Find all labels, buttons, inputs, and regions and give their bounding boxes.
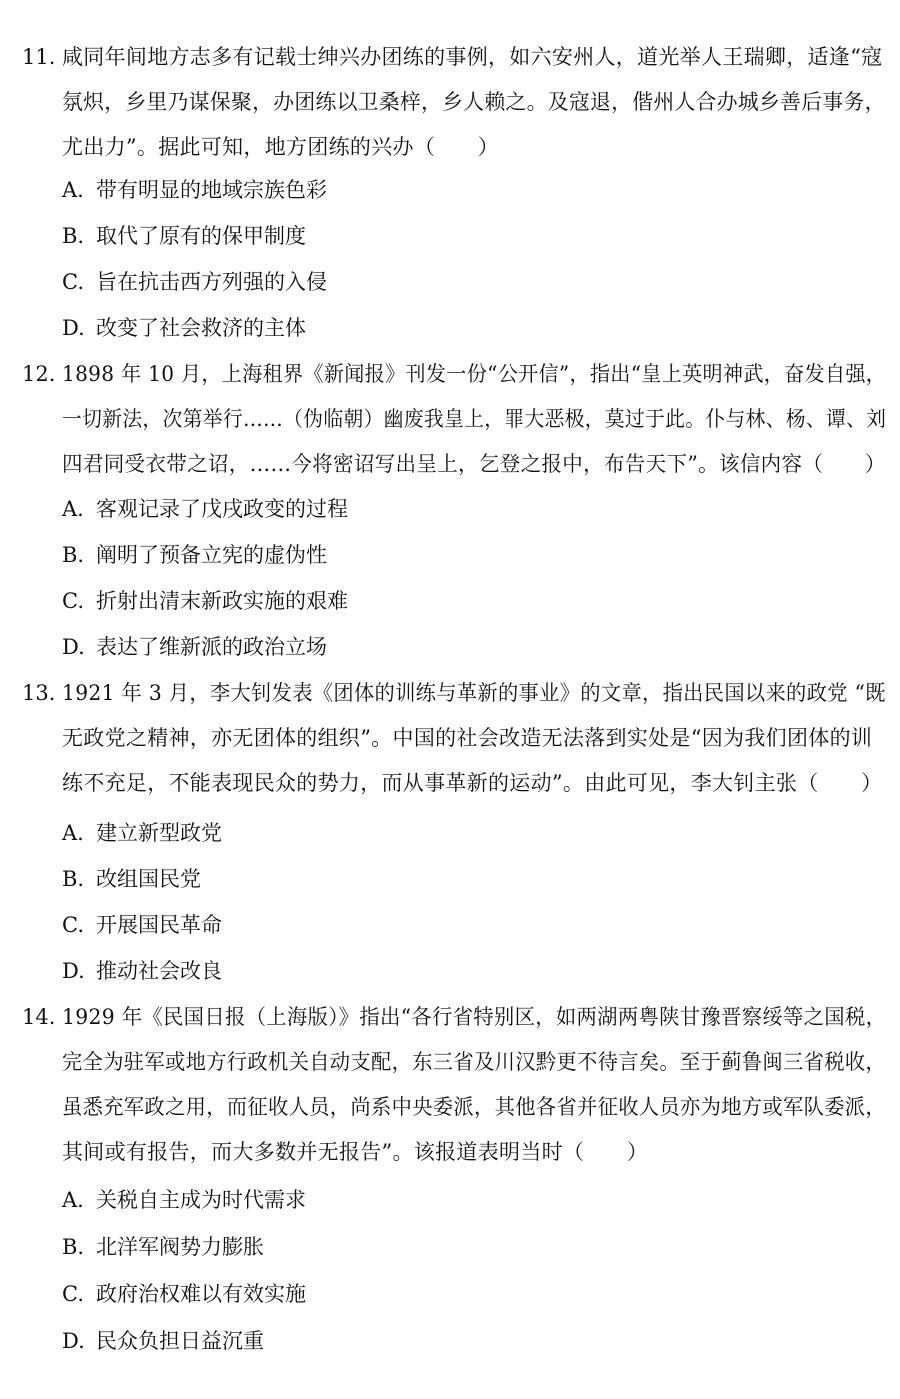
question-stem-line: 练不充足，不能表现民众的势力，而从事革新的运动”。由此可见，李大钊主张（ ） (62, 771, 883, 795)
question-stem-line: 尤出力”。据此可知，地方团练的兴办（ ） (62, 135, 500, 159)
option-letter: B. (62, 1235, 85, 1259)
option-text: 建立新型政党 (96, 821, 222, 845)
option-text: 取代了原有的保甲制度 (96, 224, 306, 248)
question-number: 11. (22, 45, 56, 69)
option-text: 折射出清末新政实施的艰难 (96, 589, 348, 613)
option-letter: C. (62, 1282, 84, 1306)
question-stem-line: 氛炽，乡里乃谋保聚，办团练以卫桑梓，乡人赖之。及寇退，偕州人合办城乡善后事务， (62, 90, 886, 114)
option-text: 改变了社会救济的主体 (96, 316, 306, 340)
option-b[interactable] (62, 540, 327, 570)
option-c[interactable] (62, 267, 327, 297)
option-d[interactable] (62, 1326, 264, 1356)
question-stem-line: 无政党之精神，亦无团体的组织”。中国的社会改造无法落到实处是“因为我们团体的训 (62, 726, 873, 750)
question-stem-line: 四君同受衣带之诏，……今将密诏写出呈上，乞登之报中，布告天下”。该信内容（ ） (62, 452, 886, 476)
option-letter: B. (62, 224, 85, 248)
option-a[interactable] (62, 818, 222, 848)
option-c[interactable] (62, 586, 348, 616)
option-b[interactable] (62, 1232, 264, 1262)
option-letter: A. (62, 178, 84, 202)
option-letter: B. (62, 543, 85, 567)
question-stem-line: 完全为驻军或地方行政机关自动支配，东三省及川汉黔更不待言矣。至于蓟鲁闽三省税收， (62, 1050, 886, 1074)
option-letter: D. (62, 635, 85, 659)
question-number: 14. (22, 1005, 56, 1029)
option-letter: D. (62, 1329, 85, 1353)
option-b[interactable] (62, 864, 201, 894)
option-text: 民众负担日益沉重 (96, 1329, 264, 1353)
option-letter: D. (62, 316, 85, 340)
question-stem-line: 1929 年《民国日报（上海版）》指出“各行省特别区，如两湖两粤陕甘豫晋察绥等之国税， (62, 1005, 887, 1029)
question-number: 13. (22, 681, 56, 705)
option-text: 北洋军阀势力膨胀 (96, 1235, 264, 1259)
option-letter: B. (62, 867, 85, 891)
option-letter: A. (62, 821, 84, 845)
option-letter: C. (62, 589, 84, 613)
option-letter: C. (62, 913, 84, 937)
option-letter: D. (62, 959, 85, 983)
option-d[interactable] (62, 956, 222, 986)
option-text: 推动社会改良 (96, 959, 222, 983)
option-text: 政府治权难以有效实施 (96, 1282, 306, 1306)
option-letter: C. (62, 270, 84, 294)
option-letter: A. (62, 1188, 84, 1212)
option-text: 阐明了预备立宪的虚伪性 (96, 543, 327, 567)
option-a[interactable] (62, 494, 348, 524)
option-d[interactable] (62, 313, 306, 343)
option-letter: A. (62, 497, 84, 521)
question-stem-line: 1921 年 3 月，李大钊发表《团体的训练与革新的事业》的文章，指出民国以来的政党 “既 (62, 681, 886, 705)
question-stem-line: 其间或有报告，而大多数并无报告”。该报道表明当时（ ） (62, 1140, 649, 1164)
option-c[interactable] (62, 1279, 306, 1309)
option-text: 开展国民革命 (96, 913, 222, 937)
option-text: 改组国民党 (96, 867, 201, 891)
option-text: 表达了维新派的政治立场 (96, 635, 327, 659)
question-stem-line: 1898 年 10 月，上海租界《新闻报》刊发一份“公开信”，指出“皇上英明神武，奋发自强， (62, 362, 887, 386)
option-text: 关税自主成为时代需求 (96, 1188, 306, 1212)
option-a[interactable] (62, 1185, 306, 1215)
option-text: 旨在抗击西方列强的入侵 (96, 270, 327, 294)
option-text: 带有明显的地域宗族色彩 (96, 178, 327, 202)
question-stem-line: 咸同年间地方志多有记载士绅兴办团练的事例，如六安州人，道光举人王瑞卿，适逢“寇 (62, 45, 883, 69)
option-c[interactable] (62, 910, 222, 940)
option-a[interactable] (62, 175, 327, 205)
option-b[interactable] (62, 221, 306, 251)
question-stem-line: 一切新法，次第举行……（伪临朝）幽废我皇上，罪大恶极，莫过于此。仆与林、杨、谭、刘 (62, 407, 887, 431)
option-d[interactable] (62, 632, 327, 662)
question-number: 12. (22, 362, 56, 386)
option-text: 客观记录了戊戌政变的过程 (96, 497, 348, 521)
question-stem-line: 虽悉充军政之用，而征收人员，尚系中央委派，其他各省并征收人员亦为地方或军队委派， (62, 1095, 886, 1119)
